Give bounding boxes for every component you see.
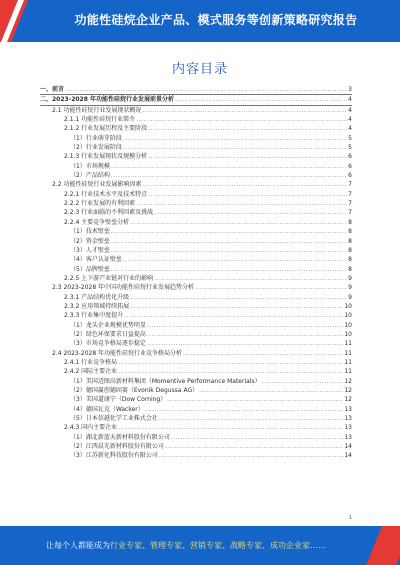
toc-entry[interactable] bbox=[40, 433, 352, 442]
toc-entry-page: 9 bbox=[348, 293, 352, 301]
toc-leader-dots bbox=[199, 386, 343, 395]
toc-leader-dots bbox=[147, 330, 344, 339]
slogan-roles: 行业专家、管理专家、营销专家、战略专家、成功企业家…… bbox=[110, 541, 326, 550]
toc-entry[interactable] bbox=[40, 377, 352, 386]
toc-entry-label: 2.3.1 产品结构优化升级 bbox=[64, 293, 130, 301]
toc-entry[interactable] bbox=[40, 293, 352, 302]
toc-entry-page: 7 bbox=[348, 200, 352, 208]
toc-entry[interactable] bbox=[40, 442, 352, 451]
toc-entry-page: 11 bbox=[344, 349, 352, 357]
footer-red-swoosh bbox=[366, 526, 400, 565]
toc-leader-dots bbox=[154, 274, 347, 283]
toc-entry-page: 12 bbox=[344, 377, 352, 385]
toc-entry-page: 7 bbox=[348, 181, 352, 189]
toc-entry-page: 8 bbox=[348, 218, 352, 226]
toc-entry[interactable] bbox=[40, 237, 352, 246]
toc-entry[interactable] bbox=[40, 367, 352, 376]
toc-leader-dots bbox=[167, 395, 343, 404]
toc-entry-label: （2）产品结构 bbox=[70, 172, 110, 180]
toc-entry-page: 4 bbox=[348, 96, 352, 104]
table-of-contents bbox=[40, 85, 352, 461]
toc-entry-label: 2.4.3 国内主要企业 bbox=[64, 424, 118, 432]
toc-entry[interactable] bbox=[40, 106, 352, 115]
toc-entry-page: 11 bbox=[344, 368, 352, 376]
toc-entry[interactable] bbox=[40, 321, 352, 330]
toc-entry-label: （5）日本信越化学工业株式会社 bbox=[70, 415, 158, 423]
toc-entry-page: 8 bbox=[348, 265, 352, 273]
toc-leader-dots bbox=[165, 442, 344, 451]
toc-entry[interactable] bbox=[40, 386, 352, 395]
toc-entry-page: 10 bbox=[344, 302, 352, 310]
toc-entry[interactable] bbox=[40, 274, 352, 283]
toc-entry-label: （1）技术壁垒 bbox=[70, 228, 110, 236]
toc-entry[interactable] bbox=[40, 162, 352, 171]
toc-entry-label: （3）市场竞争格局逐步稳定 bbox=[70, 340, 146, 348]
toc-entry-page: 12 bbox=[344, 387, 352, 394]
toc-leader-dots bbox=[65, 85, 347, 94]
toc-entry-label: （1）龙头企业规模优势明显 bbox=[70, 321, 146, 329]
toc-entry[interactable] bbox=[40, 358, 352, 367]
toc-entry-page: 8 bbox=[348, 256, 352, 264]
toc-entry-label: 2.1 功能性硅烷行业发展现状概况 bbox=[52, 106, 142, 114]
toc-leader-dots bbox=[130, 302, 343, 311]
toc-leader-dots bbox=[118, 423, 343, 432]
toc-leader-dots bbox=[195, 283, 347, 292]
toc-entry-page: 11 bbox=[344, 358, 352, 366]
toc-entry[interactable] bbox=[40, 302, 352, 311]
toc-entry-label: （3）美国道康宁（Dow Corning） bbox=[70, 396, 167, 404]
toc-entry[interactable] bbox=[40, 349, 352, 358]
toc-entry-page: 9 bbox=[348, 274, 352, 282]
toc-entry-label: （2）绿色环保要求日益提高 bbox=[70, 330, 146, 338]
toc-entry-label: （2）江西晨光新材料股份有限公司 bbox=[70, 443, 164, 451]
toc-leader-dots bbox=[147, 321, 344, 330]
toc-leader-dots bbox=[145, 405, 344, 414]
toc-entry-page: 12 bbox=[344, 396, 352, 404]
toc-entry[interactable] bbox=[40, 190, 352, 199]
toc-entry-label: 2.2 功能性硅烷行业发展影响因素 bbox=[52, 181, 142, 189]
toc-entry-label: 2.4 2023-2028 年功能性硅烷行业竞争格局分析 bbox=[52, 349, 183, 357]
toc-entry-page: 4 bbox=[348, 106, 352, 114]
toc-entry-label: （2）行业发展阶段 bbox=[70, 144, 122, 152]
toc-entry-label: 2.1.2 行业发展历程及主要阶段 bbox=[64, 125, 148, 133]
toc-entry[interactable] bbox=[40, 124, 352, 133]
toc-entry-page: 9 bbox=[348, 284, 352, 292]
toc-leader-dots bbox=[123, 134, 347, 143]
toc-entry-label: 二、2023-2028 年功能性硅烷行业发展前景分析 bbox=[40, 96, 174, 104]
toc-leader-dots bbox=[136, 115, 347, 124]
toc-entry-page: 6 bbox=[348, 153, 352, 161]
toc-leader-dots bbox=[148, 152, 347, 161]
toc-entry[interactable] bbox=[40, 283, 352, 292]
toc-leader-dots bbox=[118, 367, 343, 376]
toc-leader-dots bbox=[159, 414, 344, 423]
toc-entry[interactable] bbox=[40, 414, 352, 423]
toc-entry-label: 2.4.1 行业竞争格局 bbox=[64, 358, 118, 366]
toc-leader-dots bbox=[148, 124, 347, 133]
toc-entry[interactable] bbox=[40, 180, 352, 189]
toc-entry-page: 14 bbox=[344, 443, 352, 451]
toc-entry[interactable] bbox=[40, 95, 352, 105]
toc-entry-label: （2）资金壁垒 bbox=[70, 237, 110, 245]
toc-entry[interactable] bbox=[40, 199, 352, 208]
toc-entry-label: 2.4.2 国际主要企业 bbox=[64, 368, 118, 376]
toc-entry-page: 13 bbox=[344, 433, 352, 441]
toc-entry-label: 2.3.2 应用领域持续拓展 bbox=[64, 302, 130, 310]
page-number: 1 bbox=[348, 515, 352, 521]
toc-entry-label: 2.3 2023-2028 年中国功能性硅烷行业发展趋势分析 bbox=[52, 284, 195, 292]
toc-leader-dots bbox=[118, 358, 343, 367]
toc-entry-label: 2.2.5 上下游产业链对行业的影响 bbox=[64, 274, 154, 282]
report-title: 功能性硅烷企业产品、模式服务等创新策略研究报告 bbox=[74, 13, 358, 27]
toc-leader-dots bbox=[183, 349, 343, 358]
toc-entry[interactable] bbox=[40, 134, 352, 143]
toc-entry-label: 2.1.3 行业发展现状及规模分析 bbox=[64, 153, 148, 161]
toc-heading: 内容目录 bbox=[171, 62, 228, 77]
toc-entry-page: 10 bbox=[344, 312, 352, 320]
footer-slogan bbox=[46, 540, 326, 551]
toc-leader-dots bbox=[171, 433, 344, 442]
toc-entry-page: 4 bbox=[348, 125, 352, 133]
toc-leader-dots bbox=[124, 311, 343, 320]
toc-leader-dots bbox=[142, 180, 347, 189]
toc-leader-dots bbox=[123, 143, 347, 152]
toc-entry-page: 4 bbox=[348, 116, 352, 124]
toc-entry-page: 6 bbox=[348, 162, 352, 170]
page-footer bbox=[0, 526, 400, 565]
toc-entry-label: 2.1.1 功能性硅烷行业简介 bbox=[64, 116, 136, 124]
toc-entry-label: 2.3.3 行业集中度提升 bbox=[64, 312, 124, 320]
toc-entry-label: 2.2.1 行业技术水平及技术特点 bbox=[64, 190, 148, 198]
toc-entry[interactable] bbox=[40, 423, 352, 432]
toc-entry-page: 10 bbox=[344, 321, 352, 329]
toc-entry-page: 13 bbox=[344, 405, 352, 413]
toc-leader-dots bbox=[154, 208, 347, 217]
toc-entry-page: 14 bbox=[344, 452, 352, 460]
toc-entry-page: 8 bbox=[348, 246, 352, 254]
toc-entry[interactable] bbox=[40, 405, 352, 414]
toc-leader-dots bbox=[123, 255, 347, 264]
toc-leader-dots bbox=[111, 237, 347, 246]
toc-entry[interactable] bbox=[40, 246, 352, 255]
toc-entry-page: 7 bbox=[348, 209, 352, 217]
toc-entry[interactable] bbox=[40, 265, 352, 274]
toc-entry-label: （3）人才壁垒 bbox=[70, 246, 110, 254]
toc-entry[interactable] bbox=[40, 395, 352, 404]
toc-entry-label: （1）湖北新蓝天新材料股份有限公司 bbox=[70, 433, 170, 441]
page-header bbox=[0, 0, 400, 42]
toc-entry[interactable] bbox=[40, 339, 352, 348]
toc-entry-page: 13 bbox=[344, 415, 352, 423]
toc-entry-label: 2.2.2 行业发展的有利因素 bbox=[64, 200, 136, 208]
slogan-lead: 让每个人都能成为 bbox=[46, 541, 110, 550]
toc-leader-dots bbox=[111, 162, 347, 171]
toc-entry[interactable] bbox=[40, 208, 352, 217]
toc-leader-dots bbox=[111, 246, 347, 255]
toc-entry[interactable] bbox=[40, 152, 352, 161]
toc-entry[interactable] bbox=[40, 311, 352, 320]
toc-leader-dots bbox=[175, 95, 347, 104]
toc-entry-label: （4）客户认证壁垒 bbox=[70, 256, 122, 264]
toc-entry-label: （3）江苏新化科技股份有限公司 bbox=[70, 452, 158, 460]
toc-leader-dots bbox=[111, 265, 347, 274]
toc-entry-page: 8 bbox=[348, 237, 352, 245]
toc-entry[interactable] bbox=[40, 330, 352, 339]
toc-leader-dots bbox=[130, 218, 347, 227]
toc-leader-dots bbox=[159, 451, 344, 460]
toc-entry-page: 5 bbox=[348, 144, 352, 152]
toc-leader-dots bbox=[111, 171, 347, 180]
toc-entry-page: 3 bbox=[348, 86, 352, 93]
toc-entry[interactable] bbox=[40, 171, 352, 180]
toc-entry-label: 2.2.4 主要竞争壁垒分析 bbox=[64, 218, 130, 226]
toc-entry[interactable] bbox=[40, 218, 352, 227]
toc-leader-dots bbox=[136, 199, 347, 208]
toc-entry-label: 一、前言 bbox=[40, 86, 65, 93]
toc-entry-label: （2）德国赢创德固赛（Evonik Degussa AG） bbox=[70, 387, 199, 394]
toc-leader-dots bbox=[147, 339, 344, 348]
toc-leader-dots bbox=[130, 293, 347, 302]
toc-entry-label: （1）市场规模 bbox=[70, 162, 110, 170]
toc-entry-label: （5）品牌壁垒 bbox=[70, 265, 110, 273]
toc-entry-page: 5 bbox=[348, 134, 352, 142]
toc-entry[interactable] bbox=[40, 115, 352, 124]
toc-entry[interactable] bbox=[40, 255, 352, 264]
toc-entry-page: 10 bbox=[344, 330, 352, 338]
toc-entry-label: （1）美国迈图高新材料集团（Momentive Performance Materials） bbox=[70, 377, 261, 385]
toc-entry-label: 2.2.3 行业面临的不利因素及挑战 bbox=[64, 209, 154, 217]
toc-entry-label: （4）德国瓦克（Wacker） bbox=[70, 405, 144, 413]
toc-entry[interactable] bbox=[40, 227, 352, 236]
toc-leader-dots bbox=[142, 106, 347, 115]
toc-entry-label: （1）行业萌芽阶段 bbox=[70, 134, 122, 142]
toc-leader-dots bbox=[262, 377, 344, 386]
toc-entry-page: 6 bbox=[348, 172, 352, 180]
toc-entry-page: 13 bbox=[344, 424, 352, 432]
toc-entry[interactable] bbox=[40, 85, 352, 95]
toc-entry-page: 7 bbox=[348, 190, 352, 198]
toc-entry[interactable] bbox=[40, 451, 352, 460]
toc-leader-dots bbox=[148, 190, 347, 199]
toc-leader-dots bbox=[111, 227, 347, 236]
toc-entry-page: 11 bbox=[344, 340, 352, 348]
toc-entry[interactable] bbox=[40, 143, 352, 152]
toc-entry-page: 8 bbox=[348, 228, 352, 236]
